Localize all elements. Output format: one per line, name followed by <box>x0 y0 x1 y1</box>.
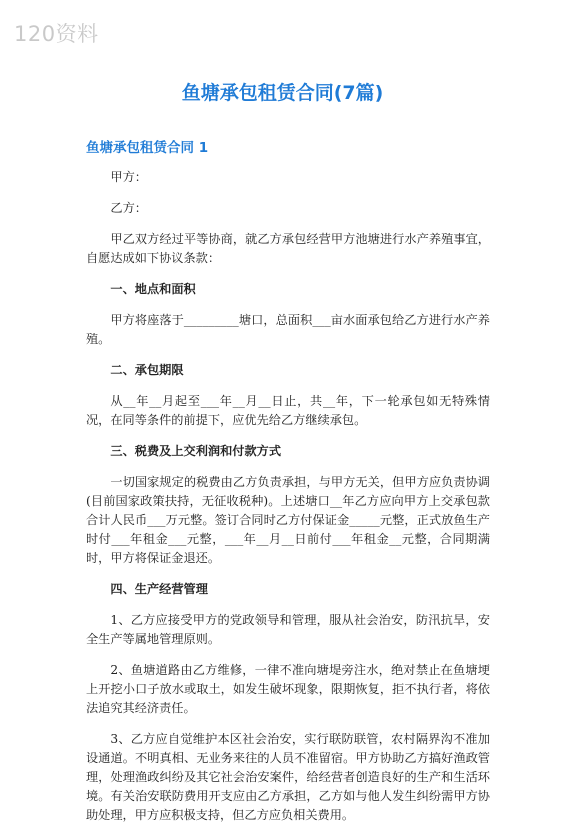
management-item: 2、鱼塘道路由乙方维修，一律不准向塘堤旁注水，绝对禁止在鱼塘埂上开挖小口子放水或取土，如发生破坏现象，限期恢复，拒不执行者，将依法追究其经济责任。 <box>86 663 490 715</box>
party-a-line: 甲方： <box>110 170 147 184</box>
contract-subtitle: 鱼塘承包租赁合同 1 <box>86 140 209 156</box>
management-item: 1、乙方应接受甲方的党政领导和管理，服从社会治安，防汛抗旱，安全生产等属地管理原则。 <box>86 613 490 646</box>
section-text-payment: 一切国家规定的税费由乙方负责承担，与甲方无关，但甲方应负责协调(目前国家政策扶持，无征收税种)。上述塘口__年乙方应向甲方上交承包款合计人民币___万元整。签订合同时乙方付保证金_____元整，正式放鱼生产时付___年租金___元整，___年__月__日前付___年租金__元整，合同期满时，甲方将保证金退还。 <box>86 475 490 565</box>
document-title: 鱼塘承包租赁合同(7篇) <box>181 82 384 104</box>
management-item: 3、乙方应自觉维护本区社会治安，实行联防联管，农村隔界沟不准加设通道。不明真相、无业务来往的人员不准留宿。甲方协助乙方搞好渔政管理，处理渔政纠纷及其它社会治安案件，给经营者创造良好的生产和生活环境。有关治安联防费用开支应由乙方承担，乙方如与他人发生纠纷需甲方协助处理，甲方应积极支持，但乙方应负相关费用。 <box>86 732 490 822</box>
watermark-logo: 120资料 <box>14 22 99 46</box>
section-heading-term: 二、承包期限 <box>110 363 184 377</box>
section-heading-payment: 三、税费及上交利润和付款方式 <box>110 444 282 458</box>
section-text-location: 甲方将座落于_________塘口，总面积___亩水面承包给乙方进行水产养殖。 <box>86 313 490 346</box>
intro-paragraph: 甲乙双方经过平等协商，就乙方承包经营甲方池塘进行水产养殖事宜，自愿达成如下协议条款： <box>86 232 490 265</box>
party-b-line: 乙方： <box>110 201 147 215</box>
section-heading-location: 一、地点和面积 <box>110 282 196 296</box>
document-body <box>86 168 490 837</box>
section-text-term: 从__年__月起至___年__月__日止，共__年，下一轮承包如无特殊情况，在同等条件的前提下，应优先给乙方继续承包。 <box>86 394 490 427</box>
section-heading-management: 四、生产经营管理 <box>110 582 208 596</box>
